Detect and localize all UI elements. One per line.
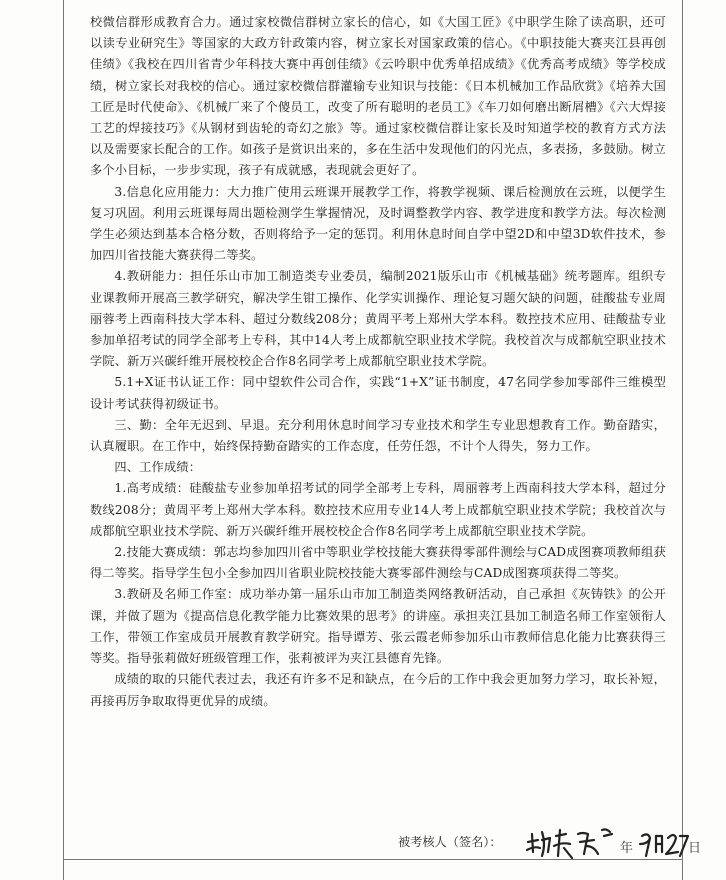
paragraph-research-ability: 4.教研能力：担任乐山市加工制造类专业委员，编制2021版乐山市《机械基础》统考题库。组织专业课教师开展高三教学研究，解决学生钳工操作、化学实训操作、理论复习题欠缺的问题，硅酸盐专业周丽蓉考上西南科技大学本科、超过分数线208分；黄周平考上郑州大学本科。数控技术应用、硅酸盐专业参加单招考试的同学全部考上专科，其中14人考上成都航空职业技术学院。我校首次与成都航空职业技术学院、新万兴碳纤维开展校校企合作8名同学考上成都航空职业技术学院。 (90, 269, 666, 369)
signature-label: 被考核人（签名）： (398, 835, 502, 849)
paragraph-conclusion: 成绩的取的只能代表过去，我还有许多不足和缺点，在今后的工作中我会更加努力学习，取长补短，再接再厉争取取得更优异的成绩。 (90, 672, 666, 708)
paragraph-certificate-work: 5.1+X证书认证工作：同中望软件公司合作，实践“1+X”证书制度，47名同学参加零部件三维模型设计考试获得初级证书。 (90, 375, 666, 411)
paragraph-parent-communication: 校微信群形成教育合力。通过家校微信群树立家长的信心，如《大国工匠》《中职学生除了读高职，还可以读专业研究生》等国家的大政方针政策内容，树立家长对国家政策的信心。《中职技能大赛夹江县再创佳绩》《我校在四川省青少年科技大赛中再创佳绩》《云吟职中优秀单招成绩》《优秀高考成绩》等学校成绩，树立家长对我校的信心。通过家校微信群灌输专业知识与技能：《日本机械加工作品欣赏》《培养大国工匠是时代使命》、《机械厂来了个傻员工，改变了所有聪明的老员工》《车刀如何磨出断屑槽》《六大焊接工艺的焊接技巧》《从钢材到齿轮的奇幻之旅》等。通过家校微信群让家长及时知道学校的教育方式方法以及需要家长配合的工作。如孩子是赏识出来的，多在生活中发现他们的闪光点，多表扬，多鼓励。树立多个小目标，一步步实现，孩子有成就感，表现就会更好了。 (90, 15, 666, 178)
document-body (90, 12, 666, 712)
handwritten-signature-and-date (522, 822, 702, 866)
paragraph-skills-competition: 2.技能大赛成绩：郭志均参加四川省中等职业学校技能大赛获得零部件测绘与CAD成图赛项教师组获得二等奖。指导学生包小全参加四川省职业院校技能大赛零部件测绘与CAD成图赛项获得二等奖。 (90, 545, 666, 581)
paragraph-exam-results: 1.高考成绩：硅酸盐专业参加单招考试的同学全部考上专科，周丽蓉考上西南科技大学本科，超过分数线208分；黄周平考上郑州大学本科。数控技术应用专业14人考上成都航空职业技术学院；我校首次与成都航空职业技术学院、新万兴碳纤维开展校校企合作8名同学考上成都航空职业技术学院。 (90, 481, 666, 538)
signature-line (398, 832, 502, 852)
paragraph-it-ability: 3.信息化应用能力：大力推广使用云班课开展教学工作，将教学视频、课后检测放在云班，以便学生复习巩固。利用云班课每周出题检测学生掌握情况，及时调整教学内容、教学进度和教学方法。每次检测学生必须达到基本合格分数，否则将给予一定的惩罚。利用休息时间自学中望2D和中望3D软件技术，参加四川省技能大赛获得二等奖。 (90, 184, 666, 263)
section-heading-achievements: 四、工作成绩： (114, 460, 202, 475)
paragraph-teaching-research: 3.教研及名师工作室：成功举办第一届乐山市加工制造类网络教研活动，自己承担《灰铸铁》的公开课，并做了题为《提高信息化教学能力比赛效果的思考》的讲座。承担夹江县加工制造名师工作室领衔人工作，带领工作室成员开展教育教学研究。指导谭芳、张云霞老师参加乐山市教师信息化能力比赛获得三等奖。指导张莉做好班级管理工作，张莉被评为夹江县德育先锋。 (90, 587, 666, 666)
paragraph-diligence: 三、勤：全年无迟到、早退。充分利用休息时间学习专业技术和学生专业思想教育工作。勤奋踏实，认真履职。在工作中，始终保持勤奋踏实的工作态度，任劳任怨，不计个人得失，努力工作。 (90, 417, 666, 454)
svg-text:日: 日 (688, 841, 702, 856)
svg-text:年: 年 (620, 841, 634, 856)
